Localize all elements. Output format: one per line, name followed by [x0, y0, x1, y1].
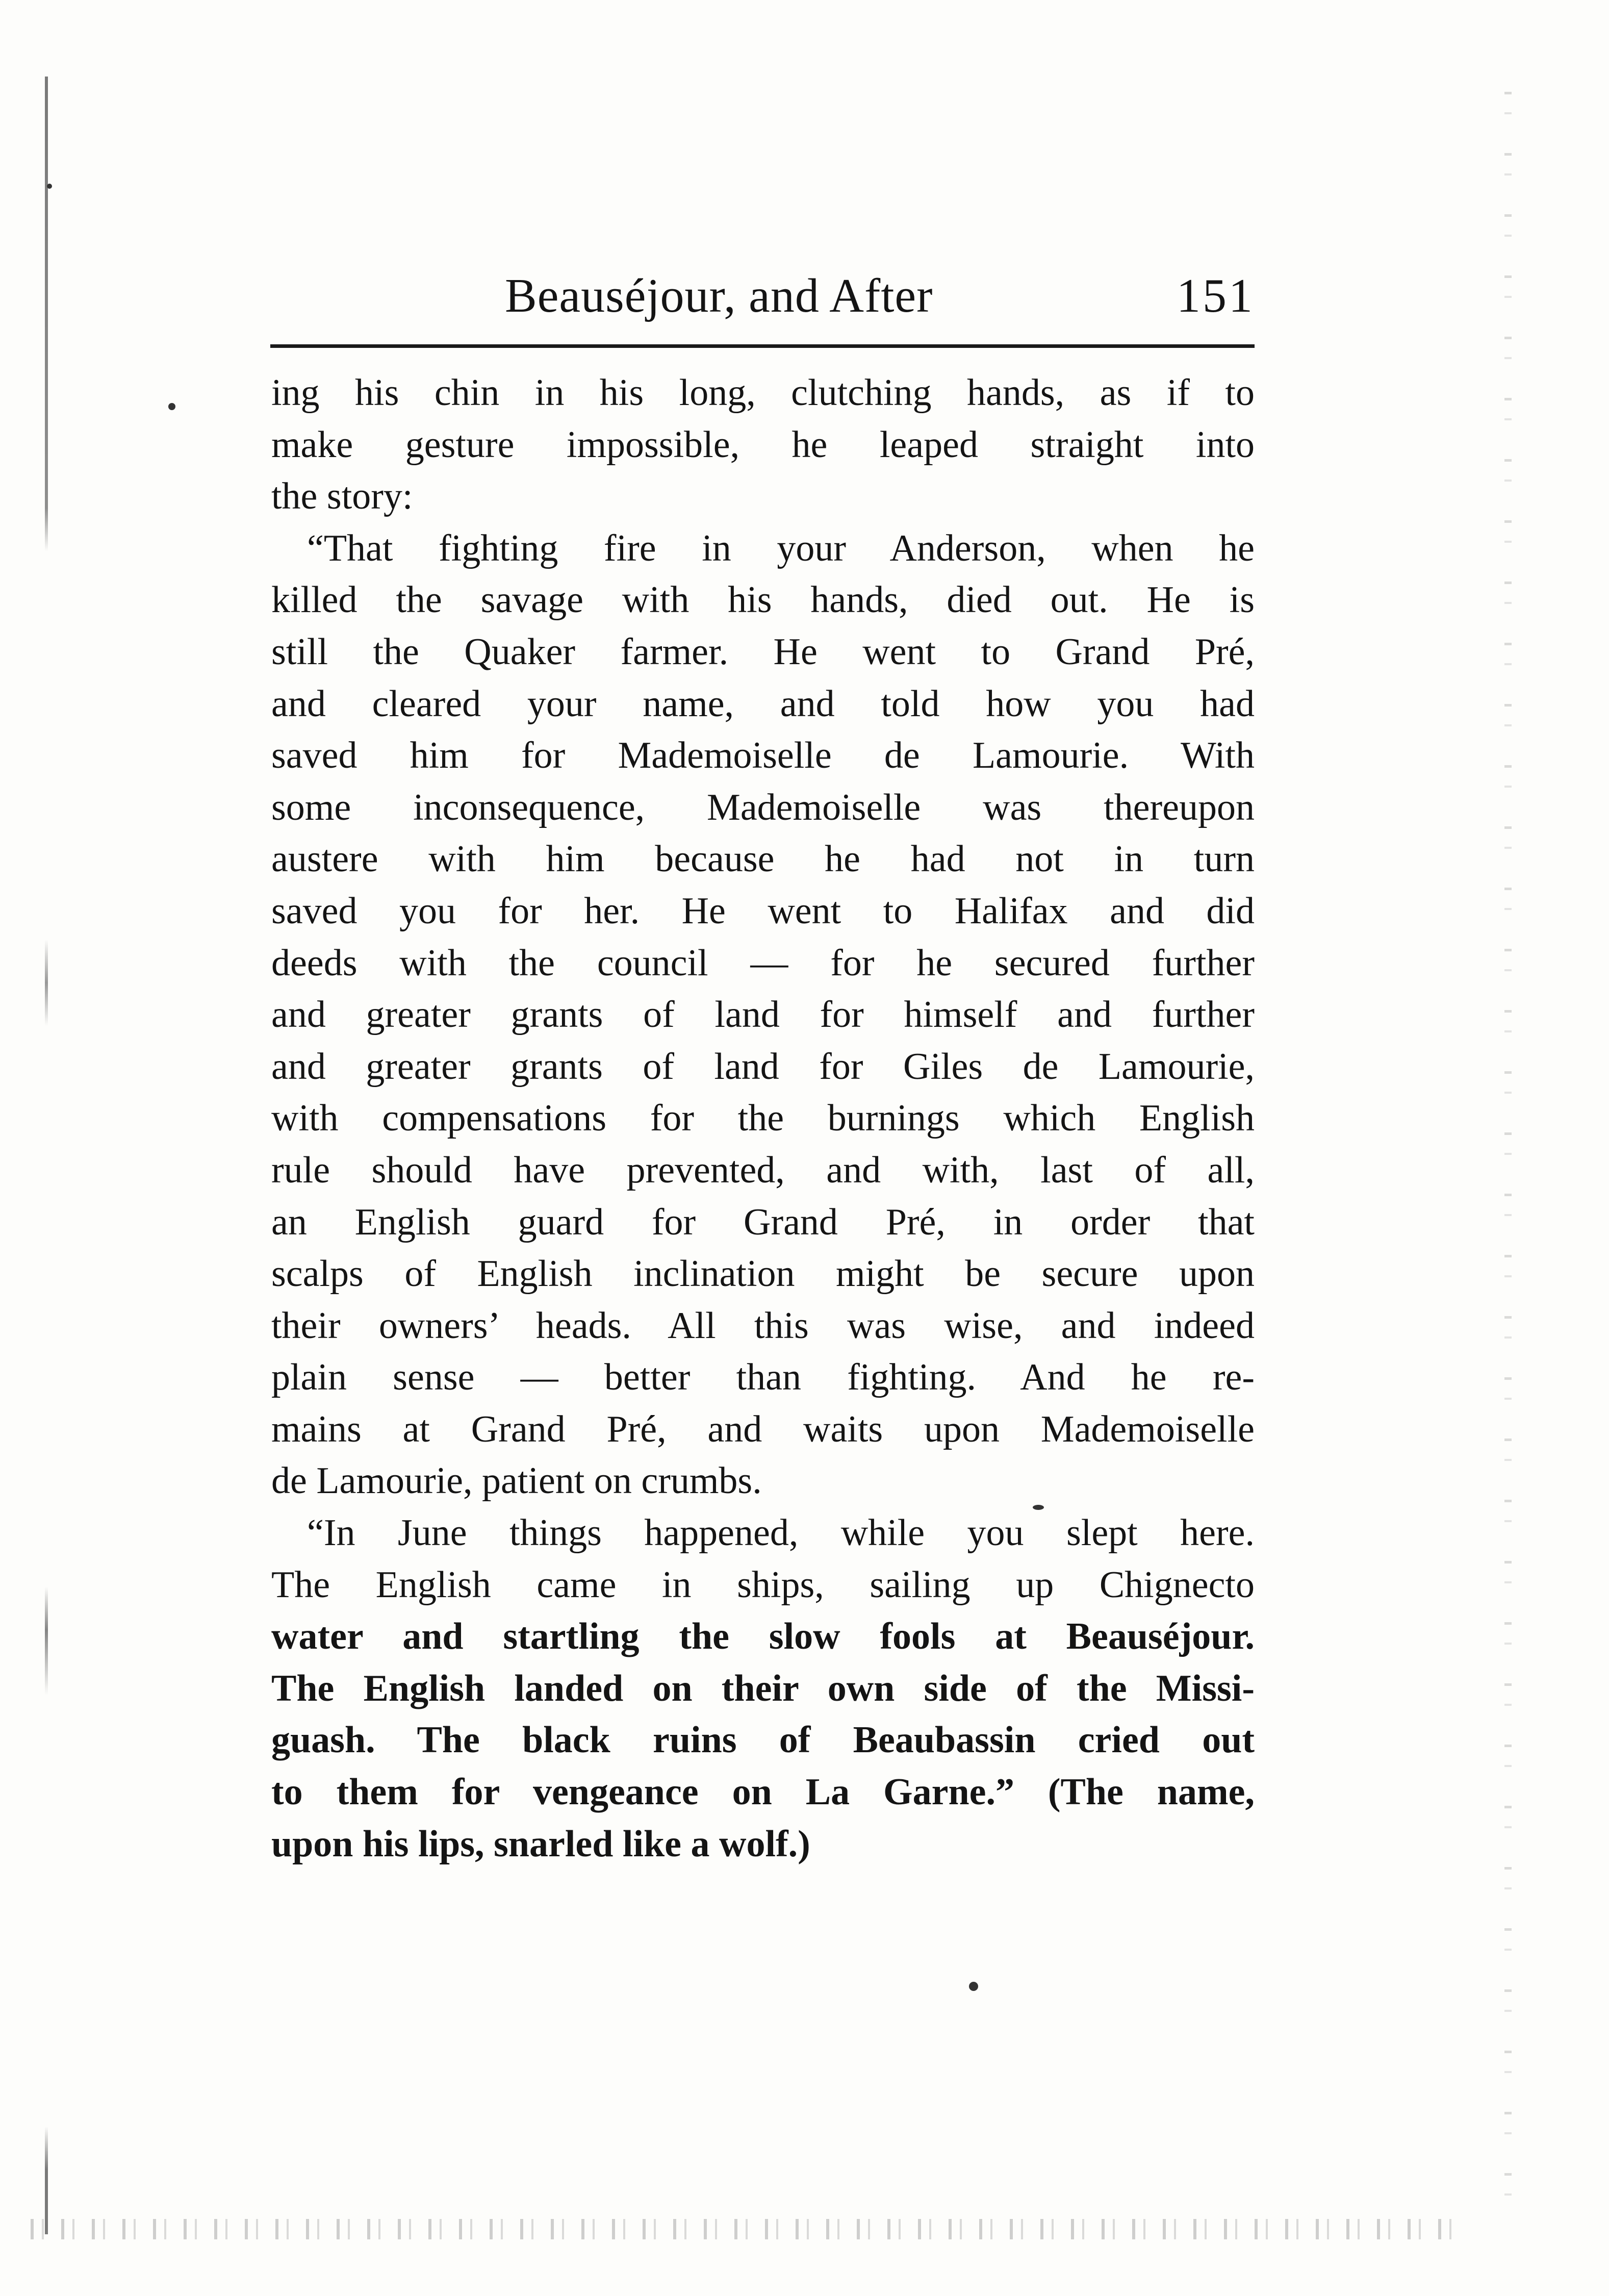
text-line: ing his chin in his long, clutching hands, as if to — [271, 372, 1255, 414]
text-line: an English guard for Grand Pré, in order that — [271, 1201, 1255, 1243]
text-line: some inconsequence, Mademoiselle was thereupon — [271, 786, 1255, 828]
text-line: and greater grants of land for himself and further — [271, 994, 1255, 1036]
text-line: water and startling the slow fools at Beauséjour. — [271, 1616, 1255, 1658]
scan-edge-bottom — [31, 2219, 1459, 2239]
text-line: still the Quaker farmer. He went to Grand Pré, — [271, 630, 1255, 673]
text-line: “In June things happened, while you slept here. — [307, 1512, 1255, 1554]
text-line: deeds with the council — for he secured further — [271, 942, 1255, 984]
text-line: plain sense — better than fighting. And he re- — [271, 1356, 1255, 1399]
header-rule — [270, 344, 1255, 348]
scan-edge-right — [1504, 92, 1512, 2209]
text-line: saved him for Mademoiselle de Lamourie. With — [271, 735, 1255, 777]
text-line: The English landed on their own side of the Missi- — [271, 1667, 1255, 1709]
scan-speck — [969, 1982, 978, 1991]
text-line: make gesture impossible, he leaped straight into — [271, 423, 1255, 466]
text-line: upon his lips, snarled like a wolf.) — [271, 1823, 810, 1865]
body-text — [271, 367, 1255, 1870]
text-line: rule should have prevented, and with, last of all, — [271, 1149, 1255, 1191]
text-line: the story: — [271, 475, 413, 518]
text-line: scalps of English inclination might be secure upon — [271, 1253, 1255, 1295]
text-line: The English came in ships, sailing up Chignecto — [271, 1563, 1255, 1606]
text-line: their owners’ heads. All this was wise, and indeed — [271, 1304, 1255, 1347]
page-number: 151 — [1177, 269, 1255, 322]
text-line: killed the savage with his hands, died out. He is — [271, 579, 1255, 621]
text-line: saved you for her. He went to Halifax and did — [271, 890, 1255, 932]
text-line: and cleared your name, and told how you had — [271, 683, 1255, 725]
text-line: guash. The black ruins of Beaubassin cried out — [271, 1719, 1255, 1761]
running-header — [270, 265, 1255, 326]
text-line: to them for vengeance on La Garne.” (The name, — [271, 1771, 1255, 1813]
text-line: “That fighting fire in your Anderson, when he — [307, 527, 1255, 569]
text-line: and greater grants of land for Giles de Lamourie, — [271, 1045, 1255, 1088]
scan-edge-left — [45, 77, 48, 2234]
text-line: with compensations for the burnings which English — [271, 1097, 1255, 1140]
text-line: austere with him because he had not in turn — [271, 838, 1255, 880]
running-header-title: Beauséjour, and After — [505, 269, 933, 322]
scan-speck — [47, 184, 52, 189]
scan-speck — [168, 403, 175, 410]
text-line: de Lamourie, patient on crumbs. — [271, 1460, 762, 1502]
text-line: mains at Grand Pré, and waits upon Mademoiselle — [271, 1408, 1255, 1450]
